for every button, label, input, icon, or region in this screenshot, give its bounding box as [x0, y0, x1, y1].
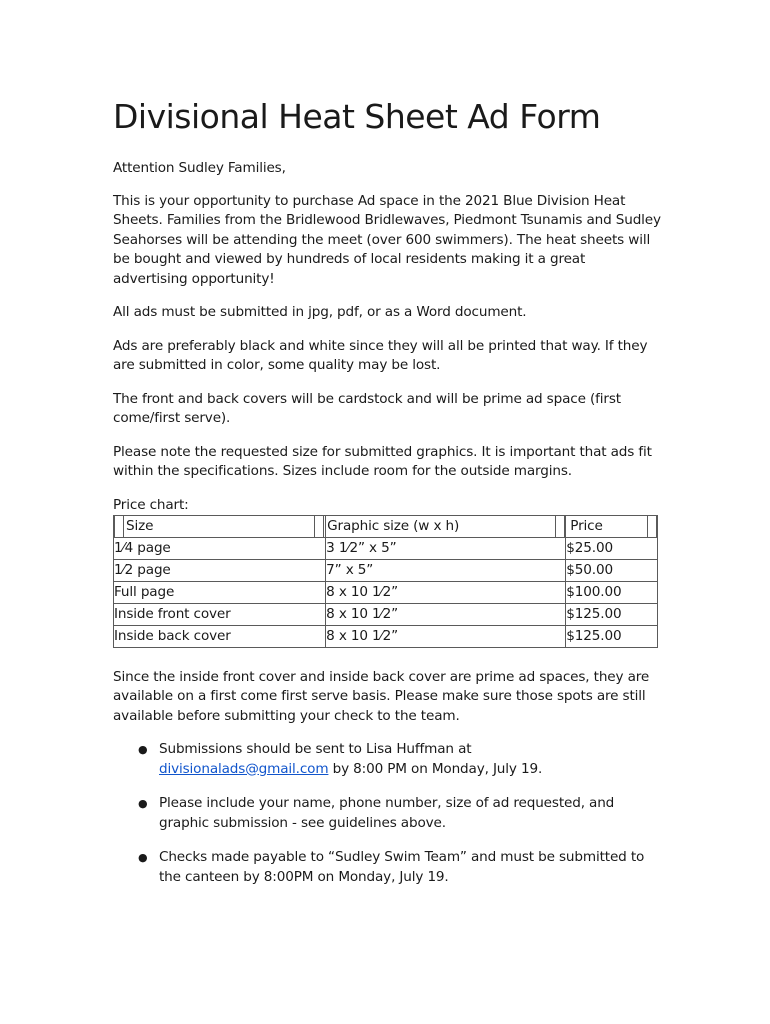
file-format-paragraph: All ads must be submitted in jpg, pdf, or as a Word document. [113, 304, 527, 320]
table-row [114, 603, 658, 625]
document-content [113, 95, 661, 902]
email-link[interactable]: divisionalads@gmail.com [159, 760, 329, 777]
graphic-size-cell: 8 x 10 1⁄2” [326, 625, 566, 647]
instructions-list [113, 740, 661, 887]
size-cell: 1⁄4 page [114, 537, 326, 559]
price-cell: $25.00 [566, 537, 658, 559]
table-row [114, 559, 658, 581]
list-item [113, 794, 661, 833]
graphic-size-cell: 7” x 5” [326, 559, 566, 581]
header-size-label: Size [126, 517, 154, 534]
price-cell: $125.00 [566, 625, 658, 647]
table-row [114, 625, 658, 647]
greeting: Attention Sudley Families, [113, 160, 286, 176]
price-cell: $125.00 [566, 603, 658, 625]
page-title: Divisional Heat Sheet Ad Form [113, 97, 601, 136]
size-cell: 1⁄2 page [114, 559, 326, 581]
header-cell-size [114, 515, 326, 537]
include-info-text: Please include your name, phone number, size of ad requested, and graphic submission - see guidelines above. [159, 795, 615, 831]
header-cell-graphic-size [326, 515, 566, 537]
list-item [113, 740, 661, 779]
price-chart-label: Price chart: [113, 496, 189, 513]
list-item [113, 848, 661, 887]
price-table-header-row [114, 515, 658, 537]
header-cell-price [566, 515, 658, 537]
price-table [113, 515, 658, 648]
header-graphic-size-label: Graphic size (w x h) [327, 517, 460, 534]
graphic-size-cell: 3 1⁄2” x 5” [326, 537, 566, 559]
size-cell: Inside front cover [114, 603, 326, 625]
size-cell: Inside back cover [114, 625, 326, 647]
graphic-size-cell: 8 x 10 1⁄2” [326, 581, 566, 603]
prime-space-paragraph: Since the inside front cover and inside back cover are prime ad spaces, they are available on a first come first serve basis. Please make sure those spots are still available before submitting your check to the team. [113, 668, 650, 724]
covers-paragraph: The front and back covers will be cardstock and will be prime ad space (first come/first serve). [113, 390, 621, 426]
submission-text: Submissions should be sent to Lisa Huffman at [159, 741, 472, 757]
size-note-paragraph: Please note the requested size for submitted graphics. It is important that ads fit within the specifications. Sizes include room for the outside margins. [113, 443, 652, 479]
checks-text: Checks made payable to “Sudley Swim Team” and must be submitted to the canteen by 8:00PM on Monday, July 19. [159, 849, 645, 885]
bullet-icon: ● [138, 743, 148, 756]
price-cell: $50.00 [566, 559, 658, 581]
price-cell: $100.00 [566, 581, 658, 603]
bullet-icon: ● [138, 851, 148, 864]
submission-deadline-text: by 8:00 PM on Monday, July 19. [328, 760, 543, 777]
table-row [114, 581, 658, 603]
color-paragraph: Ads are preferably black and white since they will all be printed that way. If they are submitted in color, some quality may be lost. [113, 337, 648, 373]
header-price-label: Price [570, 517, 603, 534]
graphic-size-cell: 8 x 10 1⁄2” [326, 603, 566, 625]
size-cell: Full page [114, 581, 326, 603]
intro-paragraph: This is your opportunity to purchase Ad space in the 2021 Blue Division Heat Sheets. Families from the Bridlewood Bridlewaves, Piedmont Tsunamis and Sudley Seahorses will be attending the meet (over 600 swimmers). The heat sheets will be bought and viewed by hundreds of local residents making it a great advertising opportunity! [113, 192, 661, 287]
table-row [114, 537, 658, 559]
bullet-icon: ● [138, 797, 148, 810]
